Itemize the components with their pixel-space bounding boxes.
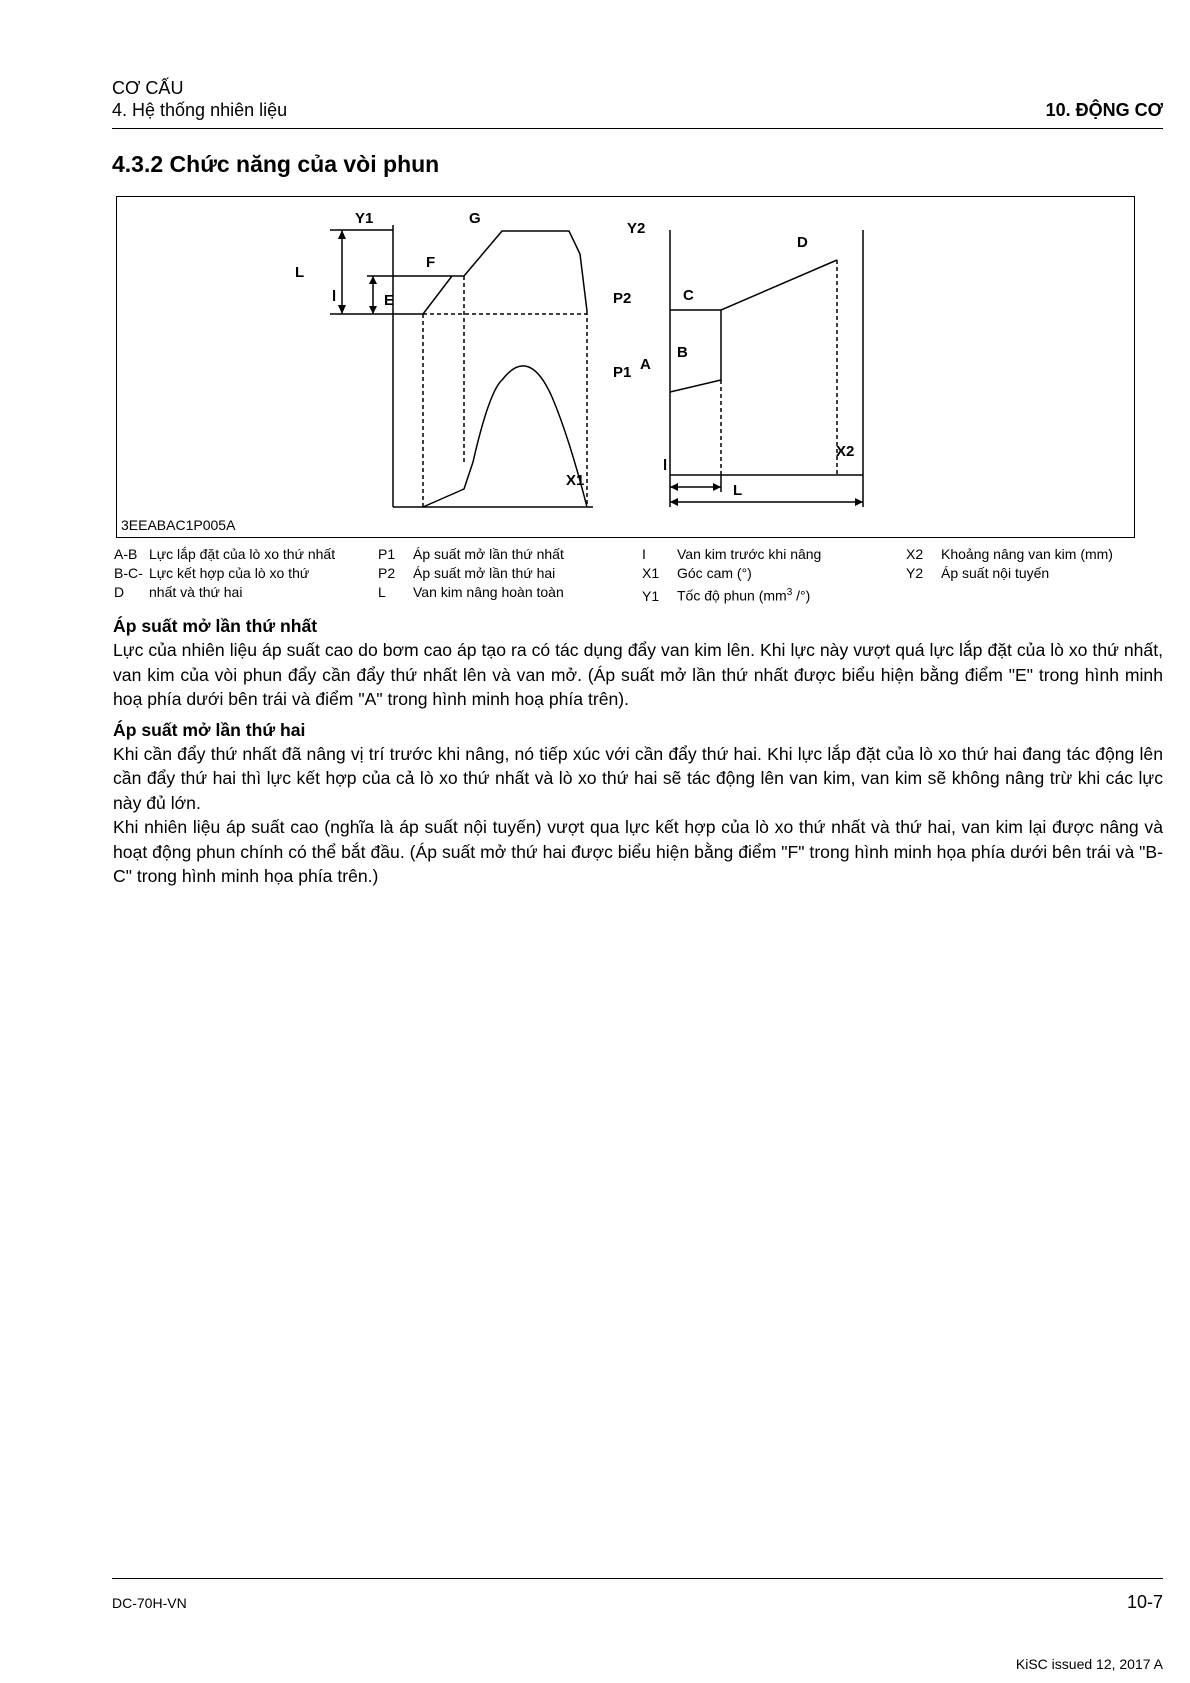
legend-value: Van kim trước khi nâng: [677, 546, 822, 562]
label-a: A: [640, 356, 651, 373]
body-content: [113, 614, 1163, 895]
label-x1: X1: [566, 472, 585, 489]
legend-value: Áp suất mở lần thứ nhất: [413, 546, 564, 562]
legend-value: Áp suất mở lần thứ hai: [413, 565, 556, 581]
legend-key: Y1: [642, 587, 660, 604]
legend-item: [114, 583, 335, 602]
paragraph: Khi nhiên liệu áp suất cao (nghĩa là áp suất nội tuyến) vượt qua lực kết hợp của lò xo thứ nhất và thứ hai, van kim lại được nâng và hoạt động phun chính có thể bắt đầu. (Áp suất mở thứ hai được biểu hiện bằng điểm "F" trong hình minh họa phía dưới bên trái và "B-C" trong hình minh họa phía trên.): [113, 817, 1163, 886]
figure-code: 3EEABAC1P005A: [121, 517, 236, 533]
legend-value: Lực lắp đặt của lò xo thứ nhất: [149, 546, 336, 562]
figure-frame: [116, 196, 1135, 538]
legend-value-post: /°): [792, 587, 811, 604]
paragraph: Khi cần đẩy thứ nhất đã nâng vị trí trước khi nâng, nó tiếp xúc với cần đẩy thứ hai. Khi lực lắp đặt của lò xo thứ hai đang tác động lên cần đẩy thứ hai thì lực kết hợp của cả lò xo thứ nhất và lò xo thứ hai sẽ tác động lên van kim, van kim sẽ không nâng trừ khi các lực này đủ lớn.: [113, 743, 1163, 813]
header-chapter: 10. ĐỘNG CƠ: [1045, 100, 1163, 120]
arrow-r-l-left: [670, 483, 678, 491]
arrow-small-l-top: [369, 276, 377, 284]
header-subsection: 4. Hệ thống nhiên liệu: [112, 100, 288, 120]
legend-item: [114, 545, 335, 564]
injection-rate-curve: [423, 366, 587, 507]
legend-item: [906, 545, 1113, 564]
legend-value-sup: 3: [786, 587, 793, 598]
legend-value: Khoảng nâng van kim (mm): [941, 546, 1113, 562]
legend-key: A-B: [114, 546, 138, 562]
label-c: C: [683, 287, 694, 304]
legend-key: D: [114, 584, 125, 600]
legend-col-2: [378, 545, 564, 602]
legend-value: [677, 583, 810, 606]
label-d: D: [797, 234, 808, 251]
arrow-r-l-right: [713, 483, 721, 491]
pressure-curve: [670, 260, 837, 392]
legend-col-4: [906, 545, 1113, 583]
legend-value: Van kim nâng hoàn toàn: [413, 584, 564, 600]
legend-key: P2: [378, 565, 396, 581]
legend-key: B-C-: [114, 565, 143, 581]
header-rule: [112, 128, 1163, 129]
arrow-l-bottom: [338, 305, 346, 314]
header-section-title: CƠ CẤU: [112, 78, 184, 98]
arrow-r-bigl-left: [670, 498, 678, 506]
legend-item: [114, 564, 335, 583]
legend-value: Lực kết hợp của lò xo thứ: [149, 565, 310, 581]
legend-value: Góc cam (°): [677, 565, 752, 581]
legend-item: [642, 583, 821, 602]
legend-item: [642, 545, 821, 564]
legend-item: [378, 564, 564, 583]
legend-col-3: [642, 545, 821, 602]
label-x2: X2: [836, 443, 855, 460]
legend-key: L: [378, 584, 386, 600]
legend-key: X2: [906, 546, 924, 562]
label-y1: Y1: [355, 210, 374, 227]
arrow-small-l-bottom: [369, 306, 377, 314]
label-y2: Y2: [627, 220, 646, 237]
paragraph: Lực của nhiên liệu áp suất cao do bơm cao áp tạo ra có tác dụng đẩy van kim lên. Khi lực này vượt quá lực lắp đặt của lò xo thứ nhất, van kim của vòi phun đẩy cần đẩy thứ nhất lên và van mở. (Áp suất mở lần thứ nhất được biểu hiện bằng điểm "E" trong hình minh hoạ phía dưới bên trái và điểm "A" trong hình minh hoạ phía trên).: [113, 640, 1163, 709]
legend-key: Y2: [906, 565, 924, 581]
legend-item: [642, 564, 821, 583]
section-second-opening: [113, 718, 1163, 889]
legend-item: [906, 564, 1113, 583]
page-title: 4.3.2 Chức năng của vòi phun: [112, 151, 440, 177]
legend-value-pre: Tốc độ phun (mm: [677, 587, 787, 604]
label-e: E: [384, 292, 395, 309]
label-dim-small-l: l: [332, 288, 337, 305]
label-b: B: [677, 344, 688, 361]
section-heading: Áp suất mở lần thứ nhất: [113, 616, 318, 636]
section-heading: Áp suất mở lần thứ hai: [113, 719, 306, 740]
legend-col-1: [114, 545, 335, 602]
footer-rule: [112, 1578, 1163, 1579]
legend-item: [378, 545, 564, 564]
legend-key: P1: [378, 546, 396, 562]
label-p2: P2: [613, 290, 632, 307]
footer-page-number: 10-7: [1126, 1592, 1163, 1612]
legend-key: I: [642, 546, 646, 562]
legend-value: Áp suất nội tuyến: [941, 565, 1050, 581]
legend-item: [378, 583, 564, 602]
footer-doc-code: DC-70H-VN: [112, 1595, 187, 1611]
label-p1: P1: [613, 364, 632, 381]
legend-key: X1: [642, 565, 660, 581]
label-dim-l: L: [295, 264, 305, 281]
arrow-l-top: [338, 230, 346, 239]
section-first-opening: [113, 614, 1163, 712]
footer-issued: KiSC issued 12, 2017 A: [1015, 1656, 1163, 1672]
label-f: F: [426, 254, 436, 271]
label-g: G: [469, 210, 481, 227]
legend-value: nhất và thứ hai: [149, 584, 243, 600]
label-r-big-l: L: [733, 482, 743, 499]
label-r-small-l: l: [663, 457, 668, 474]
arrow-r-bigl-right: [855, 498, 863, 506]
injector-diagram: [117, 197, 1136, 539]
lift-curve: [423, 231, 587, 314]
